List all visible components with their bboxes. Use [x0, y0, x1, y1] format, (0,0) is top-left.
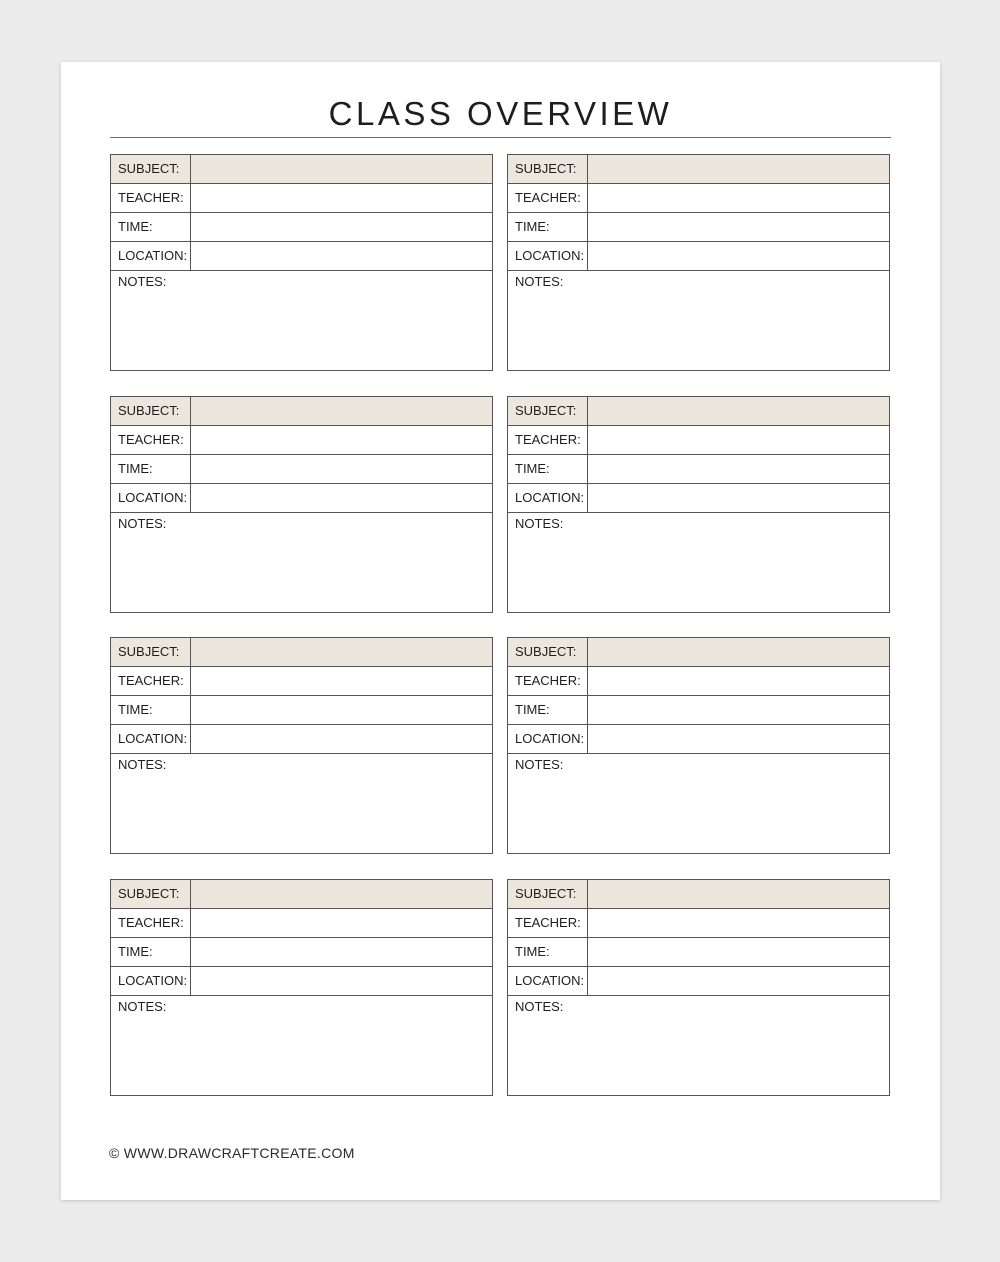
location-label: LOCATION: [111, 967, 191, 995]
teacher-field[interactable] [191, 909, 492, 937]
subject-field[interactable] [191, 638, 492, 666]
teacher-row [111, 909, 492, 938]
class-card [507, 879, 890, 1096]
subject-label: SUBJECT: [111, 155, 191, 183]
teacher-row [508, 909, 889, 938]
notes-field[interactable] [111, 271, 492, 372]
notes-label: NOTES: [118, 274, 167, 289]
location-row [508, 967, 889, 996]
location-label: LOCATION: [111, 725, 191, 753]
subject-field[interactable] [191, 155, 492, 183]
teacher-row [508, 426, 889, 455]
teacher-label: TEACHER: [508, 909, 588, 937]
notes-label: NOTES: [515, 999, 564, 1014]
teacher-label: TEACHER: [111, 667, 191, 695]
time-label: TIME: [508, 455, 588, 483]
notes-label: NOTES: [118, 999, 167, 1014]
notes-field[interactable] [508, 754, 889, 855]
location-field[interactable] [191, 484, 492, 512]
subject-row [111, 638, 492, 667]
class-card [110, 637, 493, 854]
subject-field[interactable] [588, 880, 889, 908]
time-row [111, 696, 492, 725]
location-label: LOCATION: [508, 725, 588, 753]
subject-row [111, 397, 492, 426]
teacher-field[interactable] [191, 667, 492, 695]
location-label: LOCATION: [508, 242, 588, 270]
class-card [507, 154, 890, 371]
time-label: TIME: [508, 696, 588, 724]
subject-field[interactable] [588, 397, 889, 425]
time-label: TIME: [111, 213, 191, 241]
teacher-label: TEACHER: [508, 426, 588, 454]
location-row [111, 484, 492, 513]
subject-label: SUBJECT: [508, 397, 588, 425]
time-label: TIME: [111, 938, 191, 966]
notes-field[interactable] [508, 513, 889, 614]
location-label: LOCATION: [508, 967, 588, 995]
time-field[interactable] [191, 213, 492, 241]
subject-label: SUBJECT: [508, 638, 588, 666]
notes-label: NOTES: [118, 516, 167, 531]
location-field[interactable] [588, 967, 889, 995]
planner-sheet [61, 62, 940, 1200]
location-row [111, 242, 492, 271]
time-row [111, 455, 492, 484]
title-divider [110, 137, 891, 138]
location-row [508, 725, 889, 754]
notes-field[interactable] [111, 754, 492, 855]
teacher-field[interactable] [191, 184, 492, 212]
subject-row [111, 155, 492, 184]
time-row [508, 696, 889, 725]
notes-field[interactable] [508, 271, 889, 372]
time-label: TIME: [111, 455, 191, 483]
teacher-label: TEACHER: [111, 909, 191, 937]
subject-field[interactable] [191, 880, 492, 908]
teacher-row [111, 667, 492, 696]
location-field[interactable] [191, 967, 492, 995]
class-card [110, 879, 493, 1096]
location-field[interactable] [191, 725, 492, 753]
page-title: CLASS OVERVIEW [328, 95, 673, 132]
class-card [110, 396, 493, 613]
subject-label: SUBJECT: [508, 880, 588, 908]
location-row [111, 725, 492, 754]
time-label: TIME: [111, 696, 191, 724]
subject-row [111, 880, 492, 909]
notes-field[interactable] [508, 996, 889, 1097]
teacher-row [111, 426, 492, 455]
subject-row [508, 880, 889, 909]
time-row [508, 938, 889, 967]
location-label: LOCATION: [508, 484, 588, 512]
subject-field[interactable] [588, 638, 889, 666]
teacher-field[interactable] [588, 909, 889, 937]
location-field[interactable] [191, 242, 492, 270]
teacher-label: TEACHER: [508, 667, 588, 695]
teacher-row [111, 184, 492, 213]
subject-label: SUBJECT: [111, 880, 191, 908]
time-label: TIME: [508, 213, 588, 241]
time-label: TIME: [508, 938, 588, 966]
class-card [507, 637, 890, 854]
subject-label: SUBJECT: [111, 638, 191, 666]
location-label: LOCATION: [111, 484, 191, 512]
notes-field[interactable] [111, 513, 492, 614]
location-row [111, 967, 492, 996]
notes-label: NOTES: [118, 757, 167, 772]
time-row [508, 455, 889, 484]
time-field[interactable] [588, 455, 889, 483]
subject-field[interactable] [588, 155, 889, 183]
notes-label: NOTES: [515, 274, 564, 289]
teacher-label: TEACHER: [508, 184, 588, 212]
subject-row [508, 638, 889, 667]
time-field[interactable] [191, 696, 492, 724]
time-row [111, 938, 492, 967]
location-row [508, 484, 889, 513]
teacher-label: TEACHER: [111, 426, 191, 454]
location-field[interactable] [588, 242, 889, 270]
notes-label: NOTES: [515, 516, 564, 531]
time-field[interactable] [191, 938, 492, 966]
time-field[interactable] [588, 938, 889, 966]
location-row [508, 242, 889, 271]
subject-row [508, 397, 889, 426]
teacher-row [508, 667, 889, 696]
time-field[interactable] [191, 455, 492, 483]
subject-row [508, 155, 889, 184]
time-row [111, 213, 492, 242]
notes-label: NOTES: [515, 757, 564, 772]
time-row [508, 213, 889, 242]
class-card [110, 154, 493, 371]
teacher-field[interactable] [588, 426, 889, 454]
notes-field[interactable] [111, 996, 492, 1097]
subject-label: SUBJECT: [111, 397, 191, 425]
teacher-field[interactable] [588, 184, 889, 212]
footer-website: © WWW.DRAWCRAFTCREATE.COM [109, 1145, 355, 1161]
location-field[interactable] [588, 725, 889, 753]
location-label: LOCATION: [111, 242, 191, 270]
class-card [507, 396, 890, 613]
subject-label: SUBJECT: [508, 155, 588, 183]
teacher-label: TEACHER: [111, 184, 191, 212]
subject-field[interactable] [191, 397, 492, 425]
teacher-field[interactable] [191, 426, 492, 454]
time-field[interactable] [588, 696, 889, 724]
teacher-row [508, 184, 889, 213]
time-field[interactable] [588, 213, 889, 241]
location-field[interactable] [588, 484, 889, 512]
teacher-field[interactable] [588, 667, 889, 695]
